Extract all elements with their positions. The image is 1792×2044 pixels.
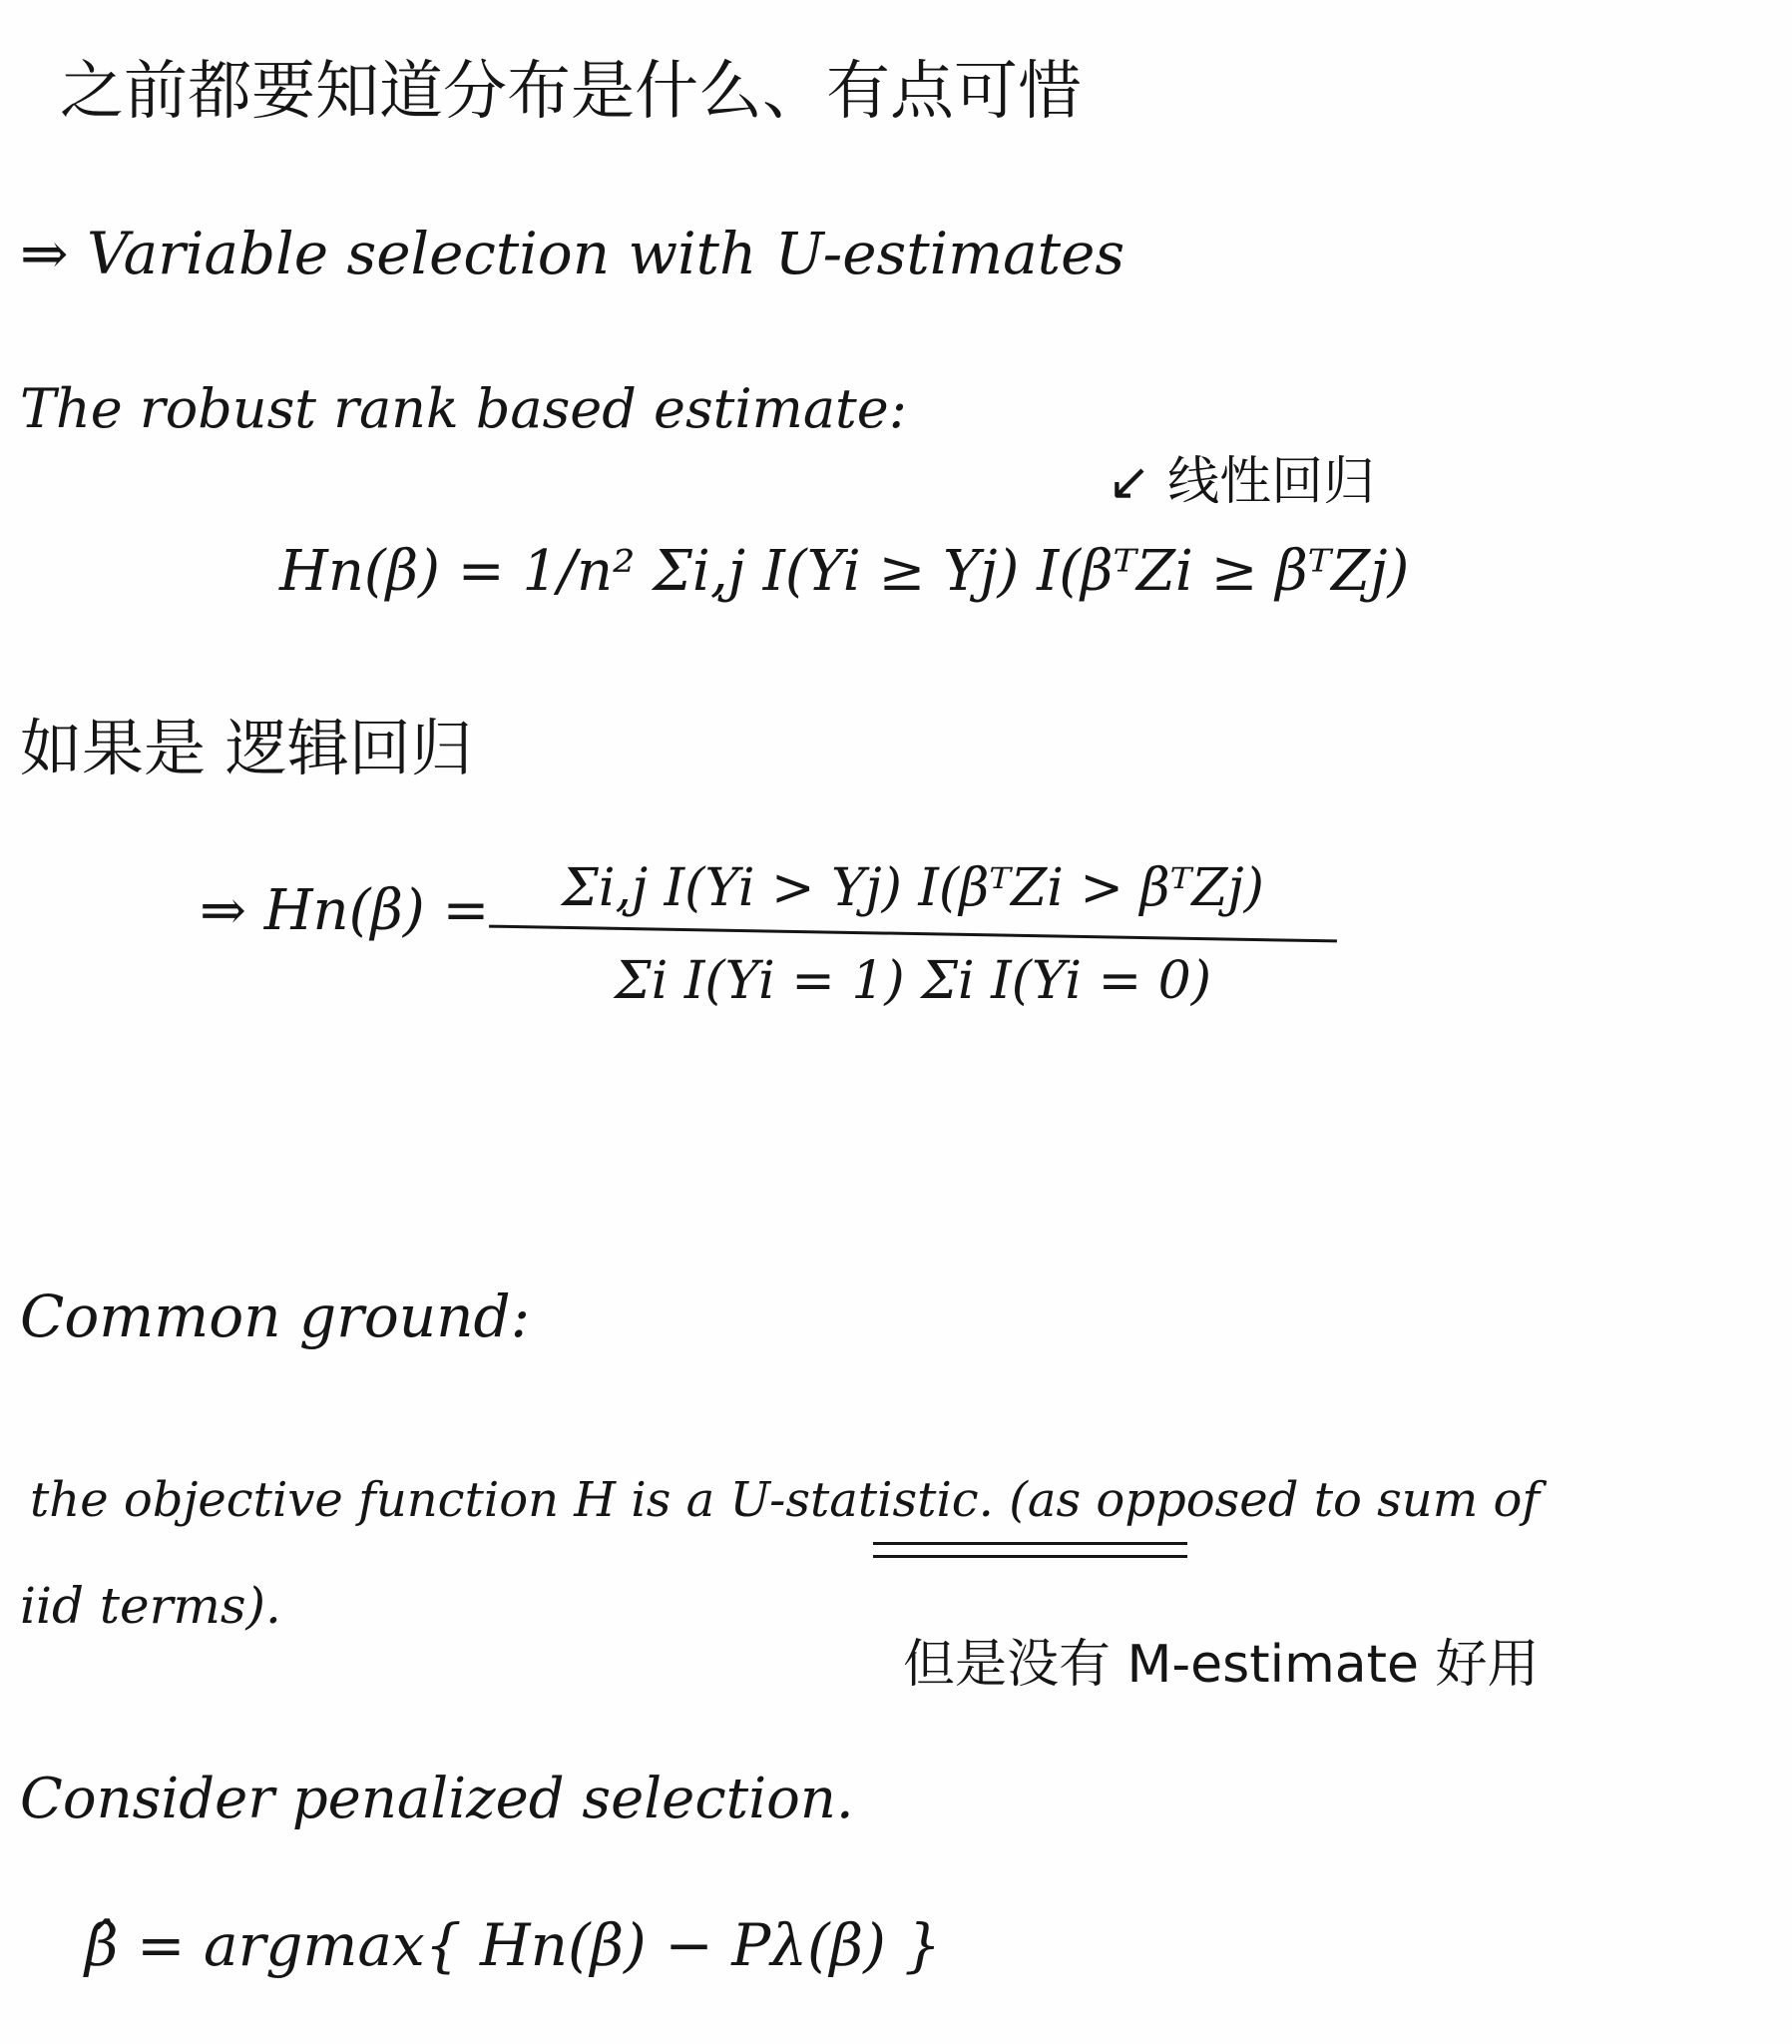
intro-chinese-note: 之前都要知道分布是什么、有点可惜	[60, 55, 1082, 129]
double-underline-mark	[873, 1542, 1187, 1558]
penalized-selection-heading: Consider penalized selection.	[20, 1767, 854, 1831]
equation-logistic-fraction	[489, 858, 1337, 1011]
equation-logistic-lhs: ⇒ Hn(β) =	[200, 878, 490, 943]
fraction-numerator: Σi,j I(Yi > Yj) I(βᵀZi > βᵀZj)	[562, 858, 1264, 918]
section-heading-variable-selection: ⇒ Variable selection with U-estimates	[20, 220, 1125, 287]
m-estimate-note: 但是没有 M-estimate 好用	[903, 1635, 1540, 1695]
iid-terms-statement: iid terms).	[20, 1577, 281, 1635]
equation-rank-estimate: Hn(β) = 1/n² Σi,j I(Yi ≥ Yj) I(βᵀZi ≥ βᵀZj)	[279, 539, 1410, 604]
common-ground-heading: Common ground:	[20, 1282, 531, 1350]
linear-regression-note: ↙ 线性回归	[1108, 452, 1376, 512]
equation-penalized-argmax: β̂ = argmax{ Hn(β) − Pλ(β) }	[85, 1911, 942, 1979]
logistic-regression-note: 如果是 逻辑回归	[20, 712, 473, 784]
rank-estimate-intro: The robust rank based estimate:	[20, 377, 907, 440]
objective-function-statement: the objective function H is a U-statistic. (as opposed to sum of	[30, 1472, 1541, 1528]
fraction-denominator: Σi I(Yi = 1) Σi I(Yi = 0)	[614, 951, 1212, 1011]
